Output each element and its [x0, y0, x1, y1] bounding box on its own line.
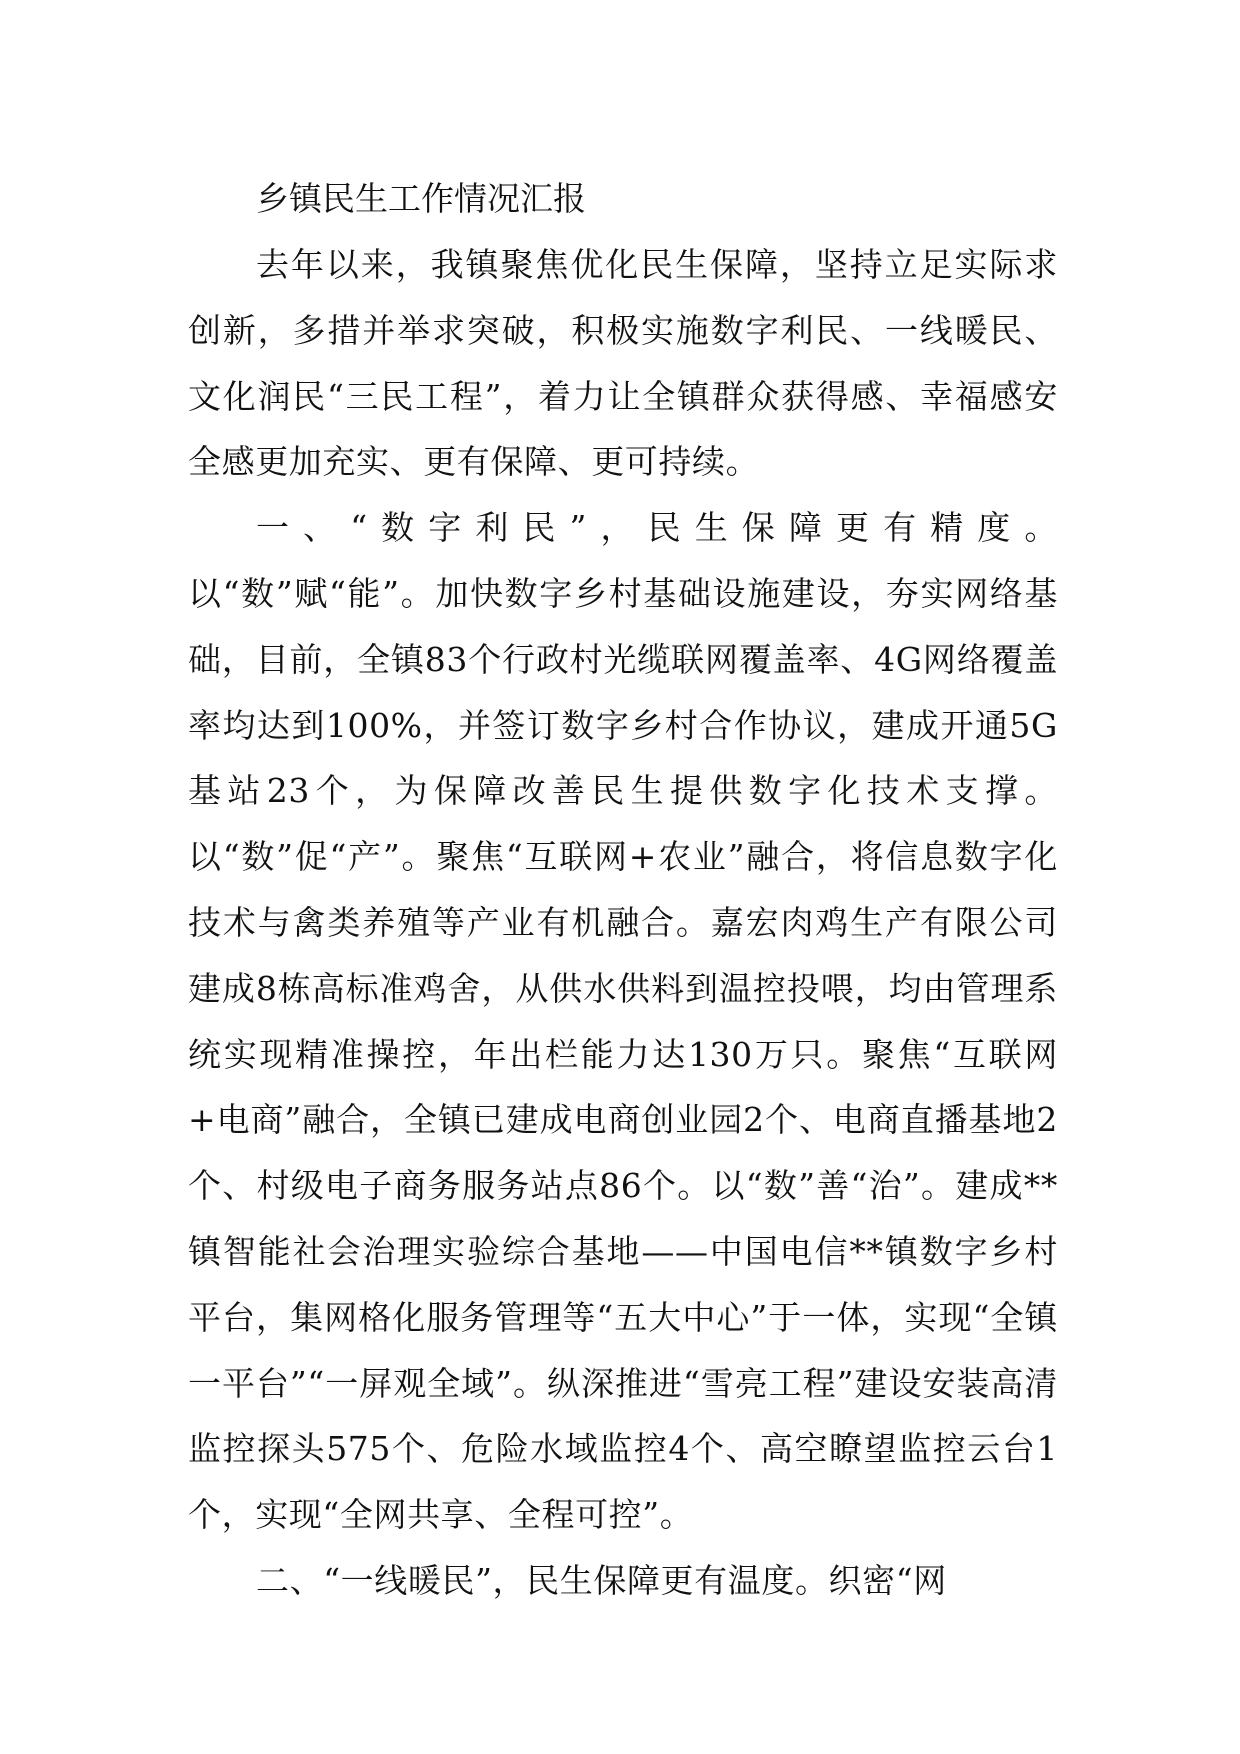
document-title: 乡镇民生工作情况汇报 — [256, 179, 586, 218]
document-page — [188, 166, 1058, 1614]
paragraph-section-2: 二、“一线暖民”，民生保障更有温度。织密“网 — [256, 1560, 947, 1600]
paragraph-intro: 去年以来，我镇聚焦优化民生保障，坚持立足实际求创新，多措并举求突破，积极实施数字利民、一线暖民、文化润民“三民工程”，着力让全镇群众获得感、幸福感安全感更加充实、更有保障、更可持续。 — [188, 245, 1058, 482]
paragraph-section-1: 一、“数字利民”，民生保障更有精度。以“数”赋“能”。加快数字乡村基础设施建设，夯实网络基础，目前，全镇83个行政村光缆联网覆盖率、4G网络覆盖率均达到100%，并签订数字乡村合作协议，建成开通5G基站23个，为保障改善民生提供数字化技术支撑。以“数”促“产”。聚焦“互联网+农业”融合，将信息数字化技术与禽类养殖等产业有机融合。嘉宏肉鸡生产有限公司建成8栋高标准鸡舍，从供水供料到温控投喂，均由管理系统实现精准操控，年出栏能力达130万只。聚焦“互联网+电商”融合，全镇已建成电商创业园2个、电商直播基地2个、村级电子商务服务站点86个。以“数”善“治”。建成**镇智能社会治理实验综合基地——中国电信**镇数字乡村平台，集网格化服务管理等“五大中心”于一体，实现“全镇一平台”“一屏观全域”。纵深推进“雪亮工程”建设安装高清监控探头575个、危险水域监控4个、高空瞭望监控云台1个，实现“全网共享、全程可控”。 — [188, 508, 1058, 1535]
